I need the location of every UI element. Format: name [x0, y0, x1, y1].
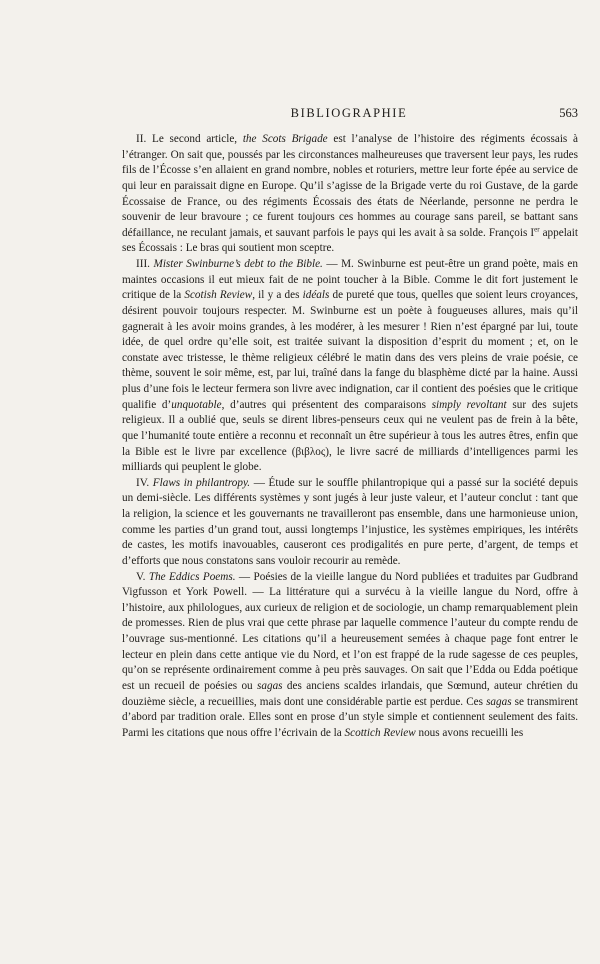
- text-run: II. Le second article,: [136, 133, 243, 145]
- superscript-text: er: [534, 225, 540, 234]
- text-run: — Étude sur le souffle philantropique qui a passé sur la société depuis un demi-siècle. Les différents systèmes y sont jugés à leur juste valeur, et l’auteur conclut : tant que la religion, la science et les gouvernants ne travailleront pas ensemble, dans une harmonieuse union, comme les parties d’un grand tout, aussi longtemps l’injustice, les systèmes empiriques, les intérêts de castes, les motifs inavouables, causeront ces prodigalités en pure perte, d’argent, de temps et d’efforts que nous constatons sans vouloir recourir au remède.: [122, 476, 578, 567]
- italic-text: unquotable: [171, 398, 222, 411]
- paragraph-swinburne: [122, 257, 578, 476]
- italic-text: Flaws in philantropy.: [152, 476, 251, 489]
- paragraph-philantropy: [122, 476, 578, 570]
- paragraph-scots-brigade: [122, 132, 578, 257]
- italic-text: Mister Swinburne’s debt to the Bible.: [153, 258, 323, 270]
- italic-text: sagas: [486, 695, 512, 708]
- italic-text: simply revoltant: [431, 398, 507, 411]
- italic-text: The Eddics Poems.: [148, 570, 236, 583]
- text-run: , il y a des: [252, 289, 303, 302]
- text-run: — Poésies de la vieille langue du Nord publiées et traduites par Gudbrand Vigfusson et York Powell. — La littérature qui a survécu à la vieille langue du Nord, offre à l’histoire, aux philologues, aux curieux de religion et de sociologie, un champ remarquablement plein de promesses. Rien de plus vrai que cette phrase par laquelle commence l’auteur du compte rendu de l’ouvrage sus-mentionné. Les citations qu’il a heureusement semées à chaque page font entrer le lecteur en plein dans cette antique vie du Nord, et l’on est frappé de la rude sagesse de ces peuples, qu’on se représente ordinairement comme à peu près sauvages. On sait que l’Edda ou Edda poétique est un recueil de poésies ou: [122, 570, 579, 692]
- text-run: sur des sujets religieux. Il a oublié que, seuls se dirent libres-penseurs ceux qui ne veulent pas de frein à la bête, que l’humanité toute entière a reconnu et reconnaît un être supérieur à tous les autres êtres, enfin que la Bible est le livre par excellence (βιβλος), le livre sacré de milliards d’intelligences parmi les milliards qui peuplent le globe.: [122, 398, 578, 474]
- text-run: , d’autres qui présentent des comparaisons: [221, 398, 432, 411]
- text-run: se transmirent d’abord par tradition orale. Elles sont en prose d’un style simple et contiennent seulement des faits. Parmi les citations que nous offre l’écrivain de la: [122, 695, 578, 739]
- text-run: nous avons recueilli les: [415, 726, 524, 739]
- text-run: V.: [136, 570, 149, 583]
- text-run: III.: [136, 258, 154, 270]
- italic-text: Scotish Review: [184, 289, 253, 302]
- text-run: de pureté que tous, quelles que soient leurs croyances, désirent pouvoir toujours respecter. M. Swinburne est un poète à fougueuses allures, mais qu’il gagnerait à les avoir moins grandes, à les modérer, à les mesurer ! Rien n’est épargné par lui, toute idée, de quel ordre qu’elle soit, est traitée suivant la disposition d’esprit du moment ; et, on le constate avec tristesse, le thème religieux célébré le matin dans des vers pleins de vraie poésie, ce thème, souvent le soir même, est, par lui, traîné dans la fange du blasphème dicté par la haine. Aussi plus d’une fois le lecteur fermera son livre avec indignation, car il contient des poésies que le critique qualifie d’: [122, 289, 578, 411]
- paragraph-eddic-poems: [122, 570, 578, 742]
- italic-text: Scottich Review: [344, 726, 416, 739]
- body-text: [122, 132, 578, 741]
- text-run: — M. Swinburne est peut-être un grand poète, mais en maintes occasions il eut mieux fait de ne point toucher à la Bible. Comme le dit fort justement le critique de la: [122, 258, 578, 302]
- page-number: 563: [559, 106, 578, 120]
- running-head: BIBLIOGRAPHIE: [290, 106, 408, 120]
- text-run: est l’analyse de l’histoire des régiments écossais à l’étranger. On sait que, poussés par les circonstances malheureuses que traversent leur pays, les rudes fils de l’Écosse s’en allaient en grand nombre, nobles et roturiers, mettre leur forte épée au service de qui leur en paraissait digne en Europe. Qu’il s’agisse de la Brigade verte du roi Gustave, de la garde Écossaise de France, ou des régiments Écossais des états de Néerlande, personne ne perdra le souvenir de leur bravoure ; ce furent toujours ces hommes au courage sans pareil, se battant sans défaillance, ne reculant jamais, et sauvant parfois le pays qui les avait à sa solde. François I: [122, 133, 578, 239]
- text-run: des anciens scaldes irlandais, que Sœmund, auteur chrétien du douzième siècle, a recueillies, mais dont une considérable partie est perdue. Ces: [122, 679, 578, 708]
- text-run: IV.: [136, 476, 153, 489]
- italic-text: sagas: [257, 679, 283, 692]
- page-header: [120, 106, 578, 124]
- text-run: appelait ses Écossais : Le bras qui soutient mon sceptre.: [122, 226, 578, 255]
- italic-text: the Scots Brigade: [242, 133, 328, 145]
- italic-text: idéals: [302, 289, 330, 302]
